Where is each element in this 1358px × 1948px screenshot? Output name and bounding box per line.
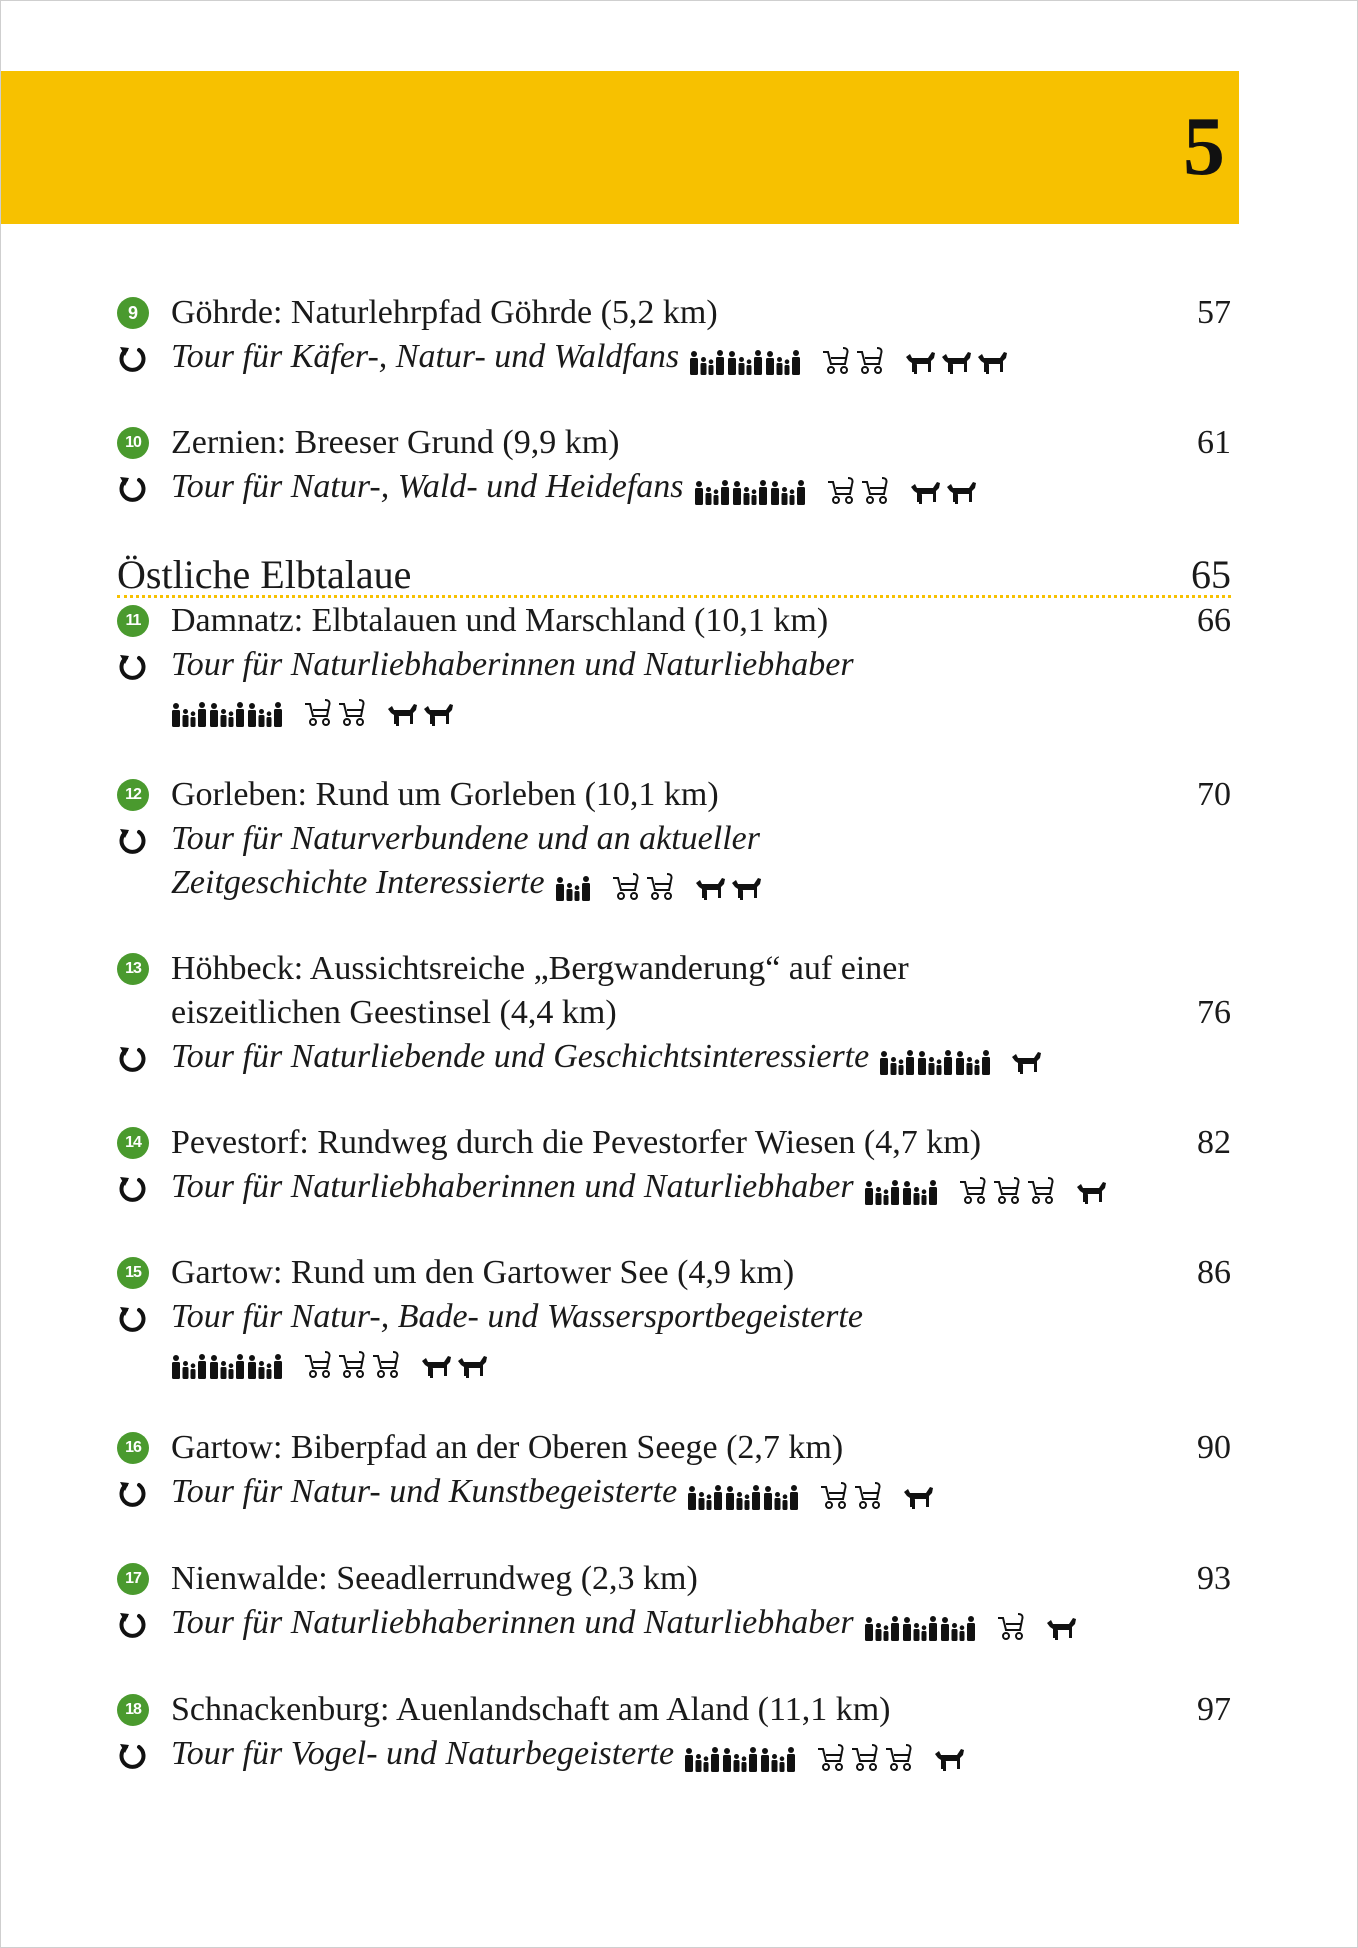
tour-title: Gartow: Rund um den Gartower See (4,9 km)	[171, 1254, 795, 1291]
family-difficulty-icon	[732, 475, 768, 507]
family-difficulty-icon	[247, 697, 283, 729]
tour-title: Zernien: Breeser Grund (9,9 km)	[171, 424, 620, 461]
tour-audience-row	[117, 1295, 1231, 1339]
family-difficulty-icon	[864, 1175, 900, 1207]
round-trip-icon	[117, 344, 147, 372]
family-difficulty-icon	[727, 345, 763, 377]
stroller-group	[301, 1346, 403, 1380]
family-difficulty-icon	[879, 1045, 915, 1077]
dog-icon	[729, 872, 763, 902]
table-of-contents	[1, 1, 1358, 1948]
tour-rating-icons	[171, 1346, 507, 1381]
family-difficulty-icon	[765, 345, 801, 377]
toc-title-row	[117, 421, 1231, 465]
stroller-icon	[882, 1743, 914, 1773]
toc-entry[interactable]	[117, 1121, 1231, 1209]
family-difficulty-icon	[689, 345, 725, 377]
difficulty-group	[864, 1172, 940, 1207]
tour-title: eiszeitlichen Geestinsel (4,4 km)	[171, 994, 617, 1031]
tour-audience: Tour für Natur-, Wald- und Heidefans	[171, 468, 684, 505]
dog-icon	[932, 1743, 966, 1773]
tour-rating-icons	[864, 1172, 1126, 1207]
toc-title-row	[117, 1251, 1231, 1295]
family-difficulty-icon	[555, 871, 591, 903]
toc-title-row	[117, 1121, 1231, 1165]
family-difficulty-icon	[209, 697, 245, 729]
tour-audience-row	[117, 1470, 1231, 1514]
family-difficulty-icon	[684, 1742, 720, 1774]
round-trip-icon	[117, 1174, 147, 1202]
round-trip-icon	[117, 1044, 147, 1072]
toc-entry[interactable]	[117, 1251, 1231, 1383]
family-difficulty-icon	[763, 1480, 799, 1512]
stroller-icon	[990, 1176, 1022, 1206]
dog-icon	[1009, 1046, 1043, 1076]
stroller-icon	[853, 346, 885, 376]
stroller-icon	[819, 346, 851, 376]
toc-page-ref: 66	[1197, 602, 1231, 639]
toc-page-ref: 93	[1197, 1560, 1231, 1597]
toc-entry[interactable]	[117, 291, 1231, 379]
difficulty-group	[689, 342, 803, 377]
stroller-icon	[301, 698, 333, 728]
toc-entry[interactable]	[117, 947, 1231, 1079]
round-trip-icon	[117, 652, 147, 680]
family-difficulty-icon	[722, 1742, 758, 1774]
toc-page-ref: 76	[1197, 994, 1231, 1031]
tour-title: Damnatz: Elbtalauen und Marschland (10,1 km)	[171, 602, 829, 639]
dog-icon	[903, 346, 937, 376]
difficulty-group	[171, 694, 285, 729]
stroller-group	[819, 342, 887, 376]
tour-audience-row	[117, 1732, 1231, 1776]
tour-number-badge: 9	[117, 297, 149, 329]
tour-audience-row	[117, 643, 1231, 687]
tour-rating-icons	[555, 868, 781, 903]
stroller-icon	[824, 476, 856, 506]
toc-title-row	[117, 991, 1231, 1035]
dog-group	[908, 472, 980, 506]
family-difficulty-icon	[171, 1349, 207, 1381]
difficulty-group	[694, 472, 808, 507]
tour-audience: Tour für Naturliebende und Geschichtsinteressierte	[171, 1038, 870, 1075]
difficulty-group	[879, 1042, 993, 1077]
family-difficulty-icon	[171, 697, 207, 729]
dog-icon	[939, 346, 973, 376]
tour-number-badge: 14	[117, 1127, 149, 1159]
tour-icons-row	[117, 1339, 1231, 1383]
round-trip-icon	[117, 1741, 147, 1769]
stroller-group	[956, 1172, 1058, 1206]
toc-title-row	[117, 1557, 1231, 1601]
toc-entry[interactable]	[117, 1688, 1231, 1776]
stroller-icon	[994, 1612, 1026, 1642]
toc-entry[interactable]	[117, 773, 1231, 905]
stroller-group	[824, 472, 892, 506]
tour-audience-row	[117, 335, 1231, 379]
tour-audience: Tour für Naturliebhaberinnen und Naturliebhaber	[171, 1604, 854, 1641]
family-difficulty-icon	[917, 1045, 953, 1077]
family-difficulty-icon	[940, 1611, 976, 1643]
dog-group	[385, 694, 457, 728]
round-trip-icon	[117, 474, 147, 502]
difficulty-group	[171, 1346, 285, 1381]
tour-rating-icons	[689, 342, 1027, 377]
tour-audience-row	[117, 861, 1231, 905]
stroller-icon	[609, 872, 641, 902]
stroller-icon	[956, 1176, 988, 1206]
toc-page-ref: 70	[1197, 776, 1231, 813]
toc-page-ref: 82	[1197, 1124, 1231, 1161]
tour-number-badge: 13	[117, 953, 149, 985]
toc-title-row	[117, 291, 1231, 335]
tour-number-badge: 11	[117, 605, 149, 637]
family-difficulty-icon	[209, 1349, 245, 1381]
tour-title: Höhbeck: Aussichtsreiche „Bergwanderung“ auf einer	[171, 950, 909, 987]
toc-entry[interactable]	[117, 1426, 1231, 1514]
toc-entry[interactable]	[117, 1557, 1231, 1645]
round-trip-icon	[117, 1610, 147, 1638]
dog-group	[1044, 1608, 1080, 1642]
tour-title: Pevestorf: Rundweg durch die Pevestorfer Wiesen (4,7 km)	[171, 1124, 982, 1161]
page-number: 5	[1183, 100, 1225, 193]
dog-icon	[1074, 1176, 1108, 1206]
family-difficulty-icon	[955, 1045, 991, 1077]
stroller-icon	[848, 1743, 880, 1773]
dog-icon	[421, 698, 455, 728]
tour-title: Gartow: Biberpfad an der Oberen Seege (2,7 km)	[171, 1429, 844, 1466]
stroller-group	[817, 1477, 885, 1511]
tour-number-badge: 12	[117, 779, 149, 811]
dog-icon	[419, 1350, 453, 1380]
tour-audience: Tour für Natur-, Bade- und Wassersportbegeisterte	[171, 1298, 863, 1335]
tour-audience: Tour für Naturverbundene und an aktueller	[171, 820, 760, 857]
family-difficulty-icon	[247, 1349, 283, 1381]
family-difficulty-icon	[902, 1611, 938, 1643]
tour-number-badge: 15	[117, 1257, 149, 1289]
round-trip-icon	[117, 1304, 147, 1332]
toc-entry[interactable]	[117, 421, 1231, 509]
dog-group	[419, 1346, 491, 1380]
family-difficulty-icon	[770, 475, 806, 507]
toc-title-row	[117, 599, 1231, 643]
toc-page-ref: 61	[1197, 424, 1231, 461]
tour-audience-row	[117, 1165, 1231, 1209]
stroller-icon	[851, 1481, 883, 1511]
difficulty-group	[684, 1739, 798, 1774]
toc-page-ref: 90	[1197, 1429, 1231, 1466]
tour-rating-icons	[864, 1608, 1096, 1643]
toc-title-row	[117, 1426, 1231, 1470]
stroller-group	[814, 1739, 916, 1773]
dog-group	[693, 868, 765, 902]
dog-group	[901, 1477, 937, 1511]
dog-icon	[693, 872, 727, 902]
tour-title: Gorleben: Rund um Gorleben (10,1 km)	[171, 776, 719, 813]
tour-audience: Tour für Naturliebhaberinnen und Naturliebhaber	[171, 646, 854, 683]
stroller-group	[994, 1608, 1028, 1642]
dog-icon	[385, 698, 419, 728]
tour-rating-icons	[694, 472, 996, 507]
round-trip-icon	[117, 826, 147, 854]
stroller-icon	[643, 872, 675, 902]
stroller-icon	[817, 1481, 849, 1511]
stroller-icon	[814, 1743, 846, 1773]
tour-audience-row	[117, 1035, 1231, 1079]
stroller-icon	[335, 698, 367, 728]
stroller-icon	[369, 1350, 401, 1380]
family-difficulty-icon	[864, 1611, 900, 1643]
stroller-icon	[1024, 1176, 1056, 1206]
family-difficulty-icon	[687, 1480, 723, 1512]
tour-audience: Tour für Natur- und Kunstbegeisterte	[171, 1473, 678, 1510]
dog-group	[903, 342, 1011, 376]
toc-page-ref: 97	[1197, 1691, 1231, 1728]
round-trip-icon	[117, 1479, 147, 1507]
stroller-group	[609, 868, 677, 902]
stroller-icon	[335, 1350, 367, 1380]
dog-group	[932, 1739, 968, 1773]
tour-rating-icons	[684, 1739, 984, 1774]
toc-page-ref: 86	[1197, 1254, 1231, 1291]
dog-icon	[975, 346, 1009, 376]
difficulty-group	[687, 1477, 801, 1512]
toc-title-row	[117, 773, 1231, 817]
tour-title: Göhrde: Naturlehrpfad Göhrde (5,2 km)	[171, 294, 718, 331]
section-title: Östliche Elbtalaue	[117, 552, 412, 597]
difficulty-group	[864, 1608, 978, 1643]
tour-audience: Tour für Vogel- und Naturbegeisterte	[171, 1735, 675, 1772]
tour-audience: Zeitgeschichte Interessierte	[171, 864, 545, 901]
tour-number-badge: 17	[117, 1563, 149, 1595]
dog-icon	[908, 476, 942, 506]
dog-icon	[944, 476, 978, 506]
tour-number-badge: 16	[117, 1432, 149, 1464]
dog-icon	[455, 1350, 489, 1380]
tour-rating-icons	[171, 694, 473, 729]
stroller-group	[301, 694, 369, 728]
family-difficulty-icon	[760, 1742, 796, 1774]
dog-group	[1009, 1042, 1045, 1076]
toc-page-ref: 57	[1197, 294, 1231, 331]
tour-audience-row	[117, 817, 1231, 861]
dog-icon	[901, 1481, 935, 1511]
section-page-ref: 65	[1191, 552, 1231, 597]
tour-number-badge: 10	[117, 427, 149, 459]
family-difficulty-icon	[725, 1480, 761, 1512]
tour-audience: Tour für Käfer-, Natur- und Waldfans	[171, 338, 680, 375]
tour-audience-row	[117, 465, 1231, 509]
tour-icons-row	[117, 687, 1231, 731]
tour-rating-icons	[879, 1042, 1061, 1077]
family-difficulty-icon	[902, 1175, 938, 1207]
tour-title: Nienwalde: Seeadlerrundweg (2,3 km)	[171, 1560, 698, 1597]
tour-audience-row	[117, 1601, 1231, 1645]
toc-entry[interactable]	[117, 599, 1231, 731]
toc-title-row	[117, 1688, 1231, 1732]
tour-rating-icons	[687, 1477, 953, 1512]
tour-number-badge: 18	[117, 1694, 149, 1726]
toc-title-row	[117, 947, 1231, 991]
difficulty-group	[555, 868, 593, 903]
tour-title: Schnackenburg: Auenlandschaft am Aland (11,1 km)	[171, 1691, 891, 1728]
family-difficulty-icon	[694, 475, 730, 507]
stroller-icon	[301, 1350, 333, 1380]
stroller-icon	[858, 476, 890, 506]
dog-group	[1074, 1172, 1110, 1206]
dog-icon	[1044, 1612, 1078, 1642]
tour-audience: Tour für Naturliebhaberinnen und Naturliebhaber	[171, 1168, 854, 1205]
